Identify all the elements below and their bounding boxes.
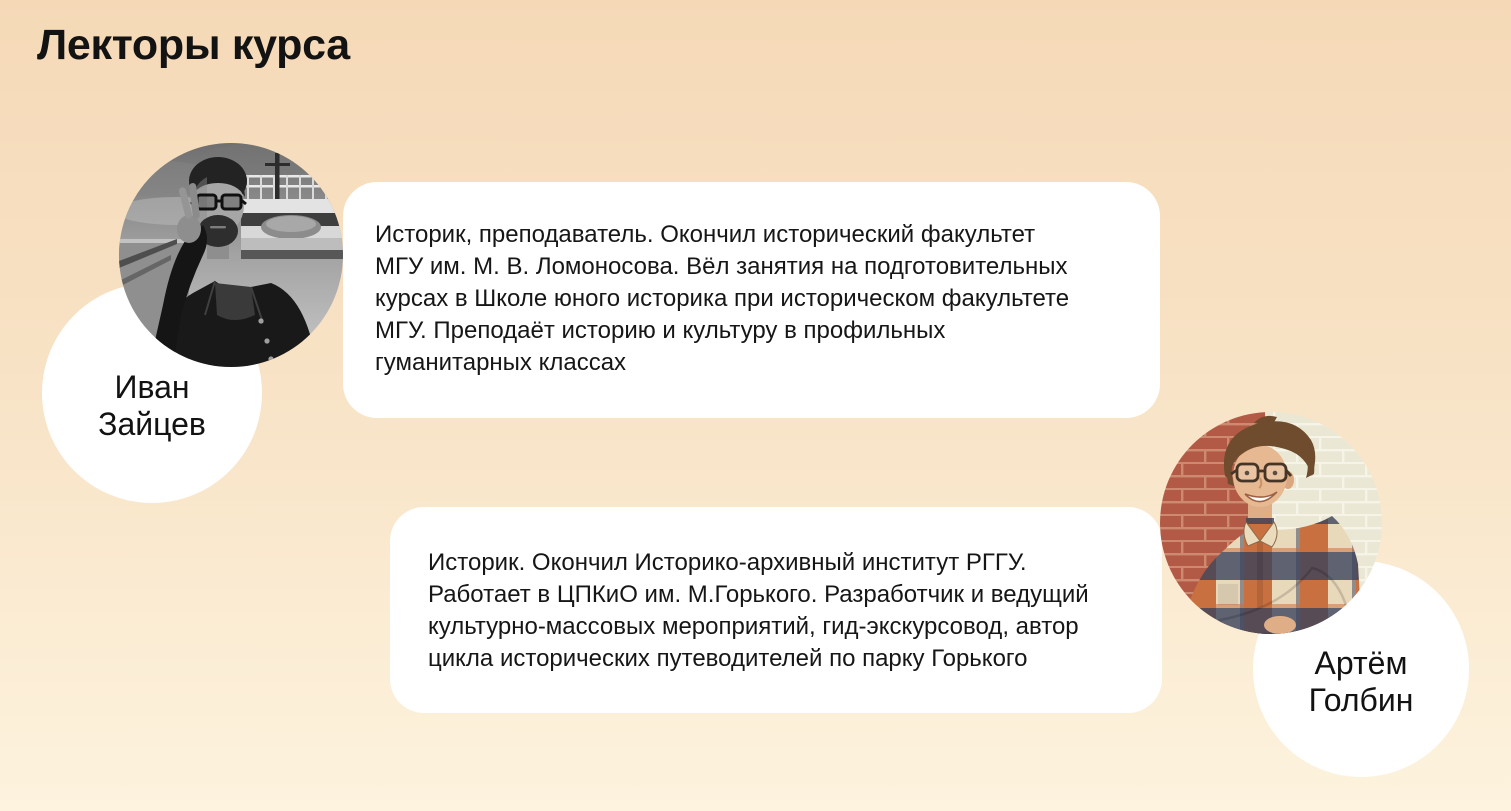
bio-card-2: [390, 507, 1162, 713]
bio-card-1: [343, 182, 1160, 418]
bio-text-line: курсах в Школе юного историка при историческом факультете: [375, 285, 1070, 312]
last-name: Зайцев: [98, 406, 206, 442]
bw-portrait-illustration: [119, 143, 343, 367]
lecturer-name-2: [1309, 645, 1414, 719]
bio-text-line: МГУ им. М. В. Ломоносова. Вёл занятия на подготовительных: [375, 253, 1068, 280]
lecturer-photo-2: [1160, 412, 1382, 634]
first-name: Артём: [1314, 645, 1408, 681]
bio-text-line: гуманитарных классах: [375, 349, 627, 376]
lecturer-name-1: [98, 369, 206, 443]
bio-text-line: Историк. Окончил Историко-архивный институт РГГУ.: [428, 549, 1027, 576]
last-name: Голбин: [1308, 682, 1414, 718]
bio-text-line: культурно-массовых мероприятий, гид-экскурсовод, автор: [428, 613, 1079, 640]
bio-text-line: цикла исторических путеводителей по парку Горького: [428, 645, 1028, 672]
bio-text-line: Работает в ЦПКиО им. М.Горького. Разработчик и ведущий: [428, 581, 1089, 608]
color-portrait-illustration: [1160, 412, 1382, 634]
page-title: Лекторы курса: [37, 21, 350, 69]
first-name: Иван: [114, 369, 190, 405]
lecturer-photo-1: [119, 143, 343, 367]
bio-text-line: Историк, преподаватель. Окончил исторический факультет: [375, 221, 1036, 248]
bio-text-line: МГУ. Преподаёт историю и культуру в профильных: [375, 317, 946, 344]
